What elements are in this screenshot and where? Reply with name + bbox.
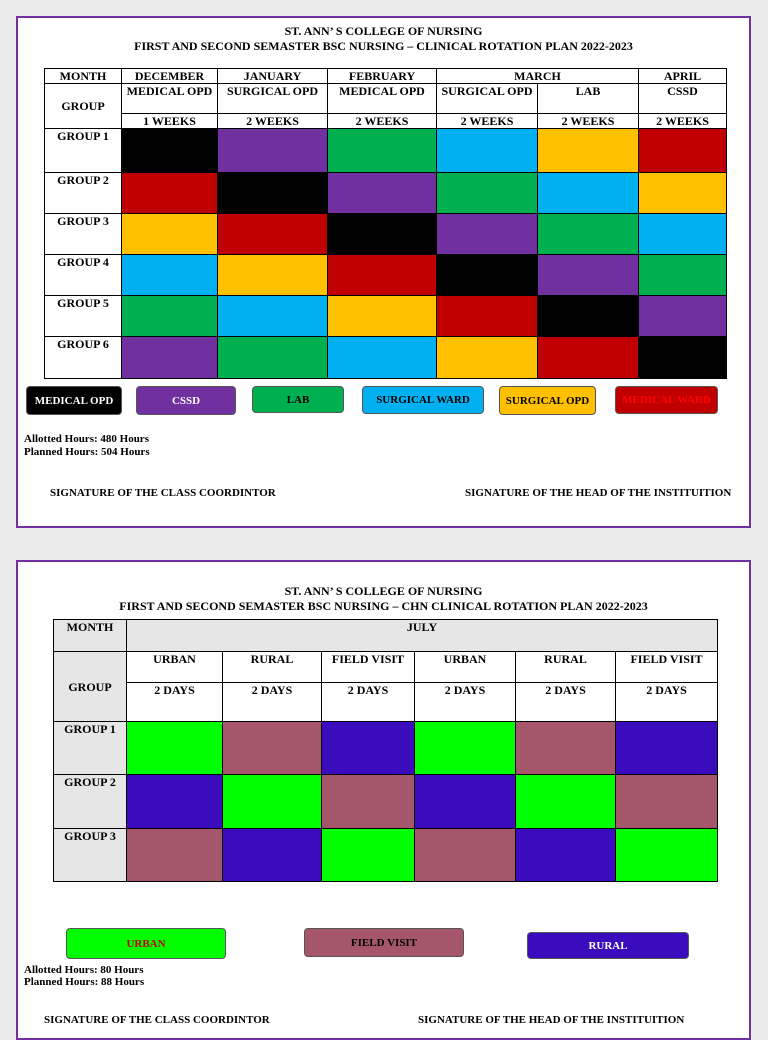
month-april: APRIL: [639, 69, 727, 84]
duration-header: 2 DAYS: [415, 683, 516, 722]
rotation-cell-urban: [415, 722, 516, 775]
rotation-cell-medical-opd: [328, 214, 437, 255]
planned-hours: Planned Hours: 504 Hours: [24, 446, 150, 458]
rotation-cell-rural: [127, 775, 223, 829]
rotation-cell-field-visit: [516, 722, 616, 775]
allotted-hours: Allotted Hours: 80 Hours: [24, 964, 144, 976]
group-row: [54, 829, 718, 882]
rotation-cell-medical-opd: [122, 129, 218, 173]
month-march: MARCH: [437, 69, 639, 84]
rotation-cell-urban: [127, 722, 223, 775]
rotation-cell-cssd: [538, 255, 639, 296]
signature-coordinator: SIGNATURE OF THE CLASS COORDINTOR: [50, 487, 276, 499]
duration-header: 2 DAYS: [127, 683, 223, 722]
planned-hours: Planned Hours: 88 Hours: [24, 976, 145, 988]
duration-header: 2 DAYS: [616, 683, 718, 722]
plan-title: FIRST AND SECOND SEMASTER BSC NURSING – CLINICAL ROTATION PLAN 2022-2023: [134, 39, 633, 53]
rotation-cell-urban: [223, 775, 322, 829]
rotation-cell-surgical-ward: [538, 173, 639, 214]
duration-header: 1 WEEKS: [122, 114, 218, 129]
rotation-cell-rural: [223, 829, 322, 882]
area-header: SURGICAL OPD: [218, 84, 328, 114]
rotation-cell-rural: [516, 829, 616, 882]
rotation-cell-medical-ward: [538, 337, 639, 379]
legend-surgical-ward: SURGICAL WARD: [362, 386, 484, 414]
rotation-cell-urban: [616, 829, 718, 882]
group-row: [45, 296, 727, 337]
legend-rural: RURAL: [527, 932, 689, 959]
rotation-cell-cssd: [328, 173, 437, 214]
rotation-cell-surgical-opd: [328, 296, 437, 337]
rotation-cell-surgical-opd: [122, 214, 218, 255]
rotation-cell-surgical-ward: [122, 255, 218, 296]
group-label: GROUP 1: [45, 129, 122, 173]
area-header: MEDICAL OPD: [122, 84, 218, 114]
rotation-cell-lab: [218, 337, 328, 379]
group-header: GROUP: [45, 84, 122, 129]
group-label: GROUP 2: [54, 775, 127, 829]
legend-medical-ward: MEDICAL WARD: [615, 386, 718, 414]
legend-surgical-opd: SURGICAL OPD: [499, 386, 596, 415]
legend-cssd: CSSD: [136, 386, 236, 415]
signature-head: SIGNATURE OF THE HEAD OF THE INSTITUITION: [418, 1014, 685, 1026]
signature-head: SIGNATURE OF THE HEAD OF THE INSTITUITION: [465, 487, 732, 499]
area-header: RURAL: [516, 652, 616, 683]
rotation-cell-surgical-ward: [437, 129, 538, 173]
month-january: JANUARY: [218, 69, 328, 84]
group-row: [54, 722, 718, 775]
month-december: DECEMBER: [122, 69, 218, 84]
rotation-cell-urban: [322, 829, 415, 882]
rotation-cell-surgical-opd: [437, 337, 538, 379]
legend-urban: URBAN: [66, 928, 226, 959]
legend-field-visit: FIELD VISIT: [304, 928, 464, 957]
area-header: RURAL: [223, 652, 322, 683]
group-label: GROUP 4: [45, 255, 122, 296]
month-header: MONTH: [54, 620, 127, 652]
rotation-cell-field-visit: [322, 775, 415, 829]
chn-rotation-table: [53, 619, 718, 882]
rotation-cell-medical-ward: [218, 214, 328, 255]
area-header: FIELD VISIT: [616, 652, 718, 683]
rotation-body: [45, 129, 727, 379]
duration-header: 2 WEEKS: [218, 114, 328, 129]
rotation-cell-medical-opd: [538, 296, 639, 337]
area-header: LAB: [538, 84, 639, 114]
area-header: URBAN: [127, 652, 223, 683]
page-2: [16, 560, 751, 1040]
area-header: MEDICAL OPD: [328, 84, 437, 114]
plan-title: FIRST AND SECOND SEMASTER BSC NURSING – CHN CLINICAL ROTATION PLAN 2022-2023: [119, 599, 648, 613]
page-1: [16, 16, 751, 528]
rotation-cell-surgical-ward: [639, 214, 727, 255]
rotation-cell-medical-opd: [218, 173, 328, 214]
chn-rotation-body: [54, 722, 718, 882]
rotation-cell-lab: [538, 214, 639, 255]
group-label: GROUP 3: [54, 829, 127, 882]
group-row: [45, 337, 727, 379]
group-label: GROUP 1: [54, 722, 127, 775]
group-row: [54, 775, 718, 829]
area-header: FIELD VISIT: [322, 652, 415, 683]
rotation-cell-urban: [516, 775, 616, 829]
rotation-cell-surgical-opd: [639, 173, 727, 214]
rotation-cell-cssd: [218, 129, 328, 173]
rotation-table: [44, 68, 727, 379]
rotation-cell-surgical-ward: [328, 337, 437, 379]
rotation-cell-medical-ward: [437, 296, 538, 337]
rotation-cell-field-visit: [223, 722, 322, 775]
rotation-cell-medical-ward: [328, 255, 437, 296]
rotation-cell-rural: [322, 722, 415, 775]
rotation-cell-lab: [122, 296, 218, 337]
rotation-cell-rural: [616, 722, 718, 775]
group-label: GROUP 3: [45, 214, 122, 255]
duration-header: 2 DAYS: [516, 683, 616, 722]
rotation-cell-cssd: [437, 214, 538, 255]
duration-header: 2 WEEKS: [328, 114, 437, 129]
legend-lab: LAB: [252, 386, 344, 413]
rotation-cell-lab: [437, 173, 538, 214]
group-label: GROUP 2: [45, 173, 122, 214]
month-header: MONTH: [45, 69, 122, 84]
duration-header: 2 WEEKS: [538, 114, 639, 129]
rotation-cell-surgical-opd: [538, 129, 639, 173]
month-february: FEBRUARY: [328, 69, 437, 84]
group-row: [45, 214, 727, 255]
rotation-cell-medical-ward: [639, 129, 727, 173]
duration-header: 2 WEEKS: [639, 114, 727, 129]
rotation-cell-cssd: [639, 296, 727, 337]
college-name: ST. ANN’ S COLLEGE OF NURSING: [284, 584, 483, 598]
college-name: ST. ANN’ S COLLEGE OF NURSING: [284, 24, 483, 38]
signature-coordinator: SIGNATURE OF THE CLASS COORDINTOR: [44, 1014, 270, 1026]
rotation-cell-medical-opd: [437, 255, 538, 296]
group-row: [45, 173, 727, 214]
allotted-hours: Allotted Hours: 480 Hours: [24, 433, 149, 445]
duration-header: 2 WEEKS: [437, 114, 538, 129]
duration-header: 2 DAYS: [223, 683, 322, 722]
area-header: SURGICAL OPD: [437, 84, 538, 114]
group-row: [45, 129, 727, 173]
group-header: GROUP: [54, 652, 127, 722]
rotation-cell-surgical-ward: [218, 296, 328, 337]
group-label: GROUP 6: [45, 337, 122, 379]
rotation-cell-medical-opd: [639, 337, 727, 379]
rotation-cell-lab: [639, 255, 727, 296]
rotation-cell-field-visit: [127, 829, 223, 882]
rotation-cell-rural: [415, 775, 516, 829]
rotation-cell-surgical-opd: [218, 255, 328, 296]
rotation-cell-field-visit: [415, 829, 516, 882]
rotation-cell-field-visit: [616, 775, 718, 829]
group-label: GROUP 5: [45, 296, 122, 337]
rotation-cell-medical-ward: [122, 173, 218, 214]
duration-header: 2 DAYS: [322, 683, 415, 722]
group-row: [45, 255, 727, 296]
month-july: JULY: [127, 620, 718, 652]
rotation-cell-cssd: [122, 337, 218, 379]
area-header: CSSD: [639, 84, 727, 114]
rotation-cell-lab: [328, 129, 437, 173]
area-header: URBAN: [415, 652, 516, 683]
legend-medical-opd: MEDICAL OPD: [26, 386, 122, 415]
